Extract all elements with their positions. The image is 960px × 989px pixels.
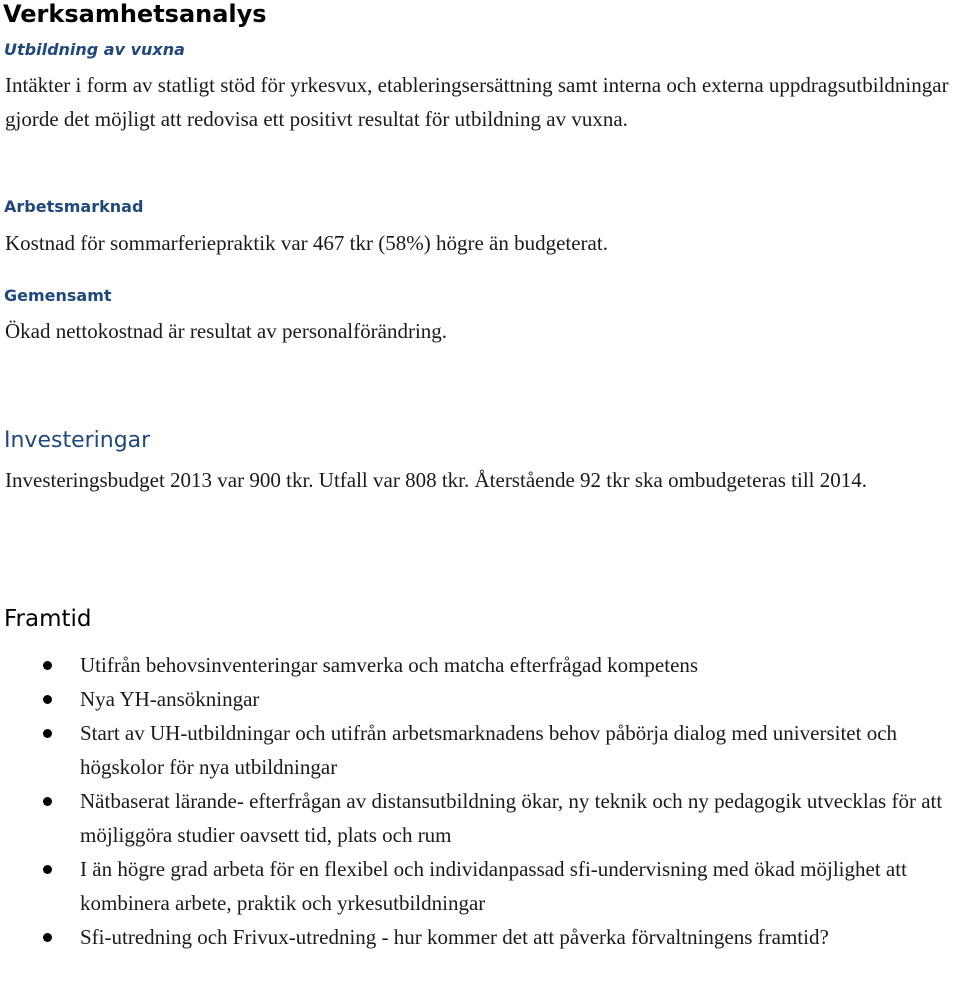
bullet-icon [43,933,52,942]
list-item [0,716,960,784]
bullet-icon [43,661,52,670]
paragraph-arbetsmarknad: Kostnad för sommarferiepraktik var 467 tkr (58%) högre än budgeterat. [5,231,608,255]
list-item [0,648,960,682]
list-item [0,852,960,920]
paragraph-investeringar: Investeringsbudget 2013 var 900 tkr. Utfall var 808 tkr. Återstående 92 tkr ska ombudgeteras till 2014. [5,468,867,492]
bullet-icon [43,729,52,738]
list-item-text: Sfi-utredning och Frivux-utredning - hur kommer det att påverka förvaltningens framtid? [80,925,829,949]
paragraph-gemensamt: Ökad nettokostnad är resultat av personalförändring. [5,319,448,343]
list-item-text: Start av UH-utbildningar och utifrån arbetsmarknadens behov påbörja dialog med universitet och högskolor för nya utbildningar [80,721,898,779]
heading-arbetsmarknad: Arbetsmarknad [4,197,144,216]
list-item-text: Utifrån behovsinventeringar samverka och matcha efterfrågad kompetens [80,653,699,677]
page-title: Verksamhetsanalys [3,0,267,28]
heading-utbildning: Utbildning av vuxna [4,40,185,59]
bullet-icon [43,865,52,874]
list-item [0,682,960,716]
list-item-text: I än högre grad arbeta för en flexibel och individanpassad sfi-undervisning med ökad möjlighet att kombinera arbete, praktik och yrkesutbildningar [80,857,907,915]
list-item-text: Nätbaserat lärande- efterfrågan av distansutbildning ökar, ny teknik och ny pedagogik utvecklas för att möjliggöra studier oavsett tid, plats och rum [80,789,943,847]
heading-investeringar: Investeringar [4,428,151,453]
heading-gemensamt: Gemensamt [4,286,112,305]
heading-framtid: Framtid [4,606,92,632]
paragraph-utbildning: Intäkter i form av statligt stöd för yrkesvux, etableringsersättning samt interna och externa uppdragsutbildningar gjorde det möjligt att redovisa ett positivt resultat för utbildning av vuxna. [5,73,949,131]
list-item [0,784,960,852]
framtid-list [0,648,960,954]
list-item [0,920,960,954]
bullet-icon [43,797,52,806]
bullet-icon [43,695,52,704]
list-item-text: Nya YH-ansökningar [80,687,260,711]
